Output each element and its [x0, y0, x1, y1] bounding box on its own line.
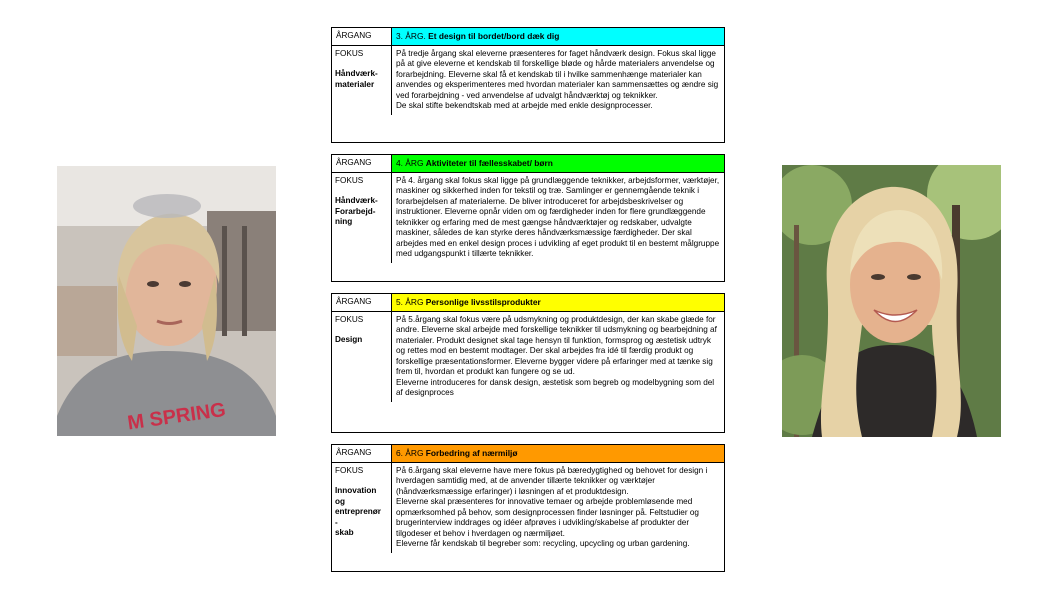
focus-area: Design — [335, 335, 363, 344]
block-body — [332, 462, 724, 553]
year-label: 4. ÅRG — [396, 158, 424, 168]
body-paragraph: På 6.årgang skal eleverne have mere fokus på bæredygtighed og behovet for design i hverdagen samtidig med, at de anvender tillærte teknikker og værktøjer (håndværksmæssige erfaringer) i løsningen af et produktdesign. — [396, 465, 708, 496]
year-block-6 — [331, 444, 725, 572]
block-body — [332, 172, 724, 263]
year-block-4 — [331, 154, 725, 282]
header-title-cell — [392, 294, 724, 311]
portrait-photo-right — [782, 165, 1001, 437]
body-paragraph: På 5.årgang skal fokus være på udsmykning og produktdesign, der kan skabe glæde for andre. Eleverne skal arbejde med forskellige teknikker til udsmykning og bearbejdning af materialer. Produkt designet skal tage hensyn til funktion, formsprog og æstetisk udtryk og rettes mod en bestemt modtager. Der skal arbejdes fra idé til færdig produkt og forskellige præsentationsformer. Eleverne bygger videre på erfaringer med at tænke sig frem til, hvordan et produkt kan fungere og se ud. — [396, 314, 717, 376]
block-header — [332, 155, 724, 172]
block-header — [332, 28, 724, 45]
block-title: Forbedring af nærmiljø — [425, 448, 518, 458]
body-paragraph: På tredje årgang skal eleverne præsenteres for faget håndværk design. Fokus skal ligge på at give eleverne et kendskab til forskellige bløde og hårde materialers anvendelse og forarbejdning. Eleverne skal få et kendskab til i hvilke sammenhænge materialer kan anvendes og eksperimenteres med hvordan materialer kan sammensættes og ændre sig ved forarbejdning - ved anvendelse af udvalgt håndværktøj og teknikker. — [396, 48, 719, 100]
focus-area: Håndværk- Forarbejd- ning — [335, 196, 378, 226]
block-body — [332, 45, 724, 115]
portrait-photo-left — [57, 166, 276, 436]
header-label: ÅRGANG — [332, 155, 392, 172]
header-title-cell — [392, 28, 724, 45]
year-label: 5. ÅRG — [396, 297, 424, 307]
focus-area: Håndværk- materialer — [335, 69, 378, 89]
body-paragraph: Eleverne får kendskab til begreber som: recycling, upcycling og urban gardening. — [396, 539, 690, 548]
header-title-cell — [392, 445, 724, 462]
body-paragraph: Eleverne introduceres for dansk design, æstetisk som begreb og modelbygning som del af designproces — [396, 377, 715, 397]
block-header — [332, 294, 724, 311]
focus-label: FOKUS — [335, 48, 364, 58]
focus-label: FOKUS — [335, 314, 364, 324]
shirt-text: M SPRING — [126, 398, 228, 435]
block-title: Et design til bordet/bord dæk dig — [428, 31, 560, 41]
focus-label: FOKUS — [335, 175, 364, 185]
block-body — [332, 311, 724, 402]
header-label: ÅRGANG — [332, 445, 392, 462]
header-title-cell — [392, 155, 724, 172]
body-paragraph: De skal stifte bekendtskab med at arbejde med enkle designprocesser. — [396, 101, 653, 110]
block-header — [332, 445, 724, 462]
header-label: ÅRGANG — [332, 294, 392, 311]
block-title: Personlige livsstilsprodukter — [425, 297, 541, 307]
body-paragraph: På 4. årgang skal fokus skal ligge på grundlæggende teknikker, arbejdsformer, værktøjer, maskiner og sikkerhed inden for tekstil og træ. Samlinger er gennemgående teknik i forarbejdelsen af materialerne. De bliver introduceret for arbejdsbeskrivelser og instruktioner. Eleverne opnår viden om og færdigheder inden for flere grundlæggende teknikker og erfaring med de mest gængse håndværktøjer og redskaber, udvalgte maskiner, således de kan styrke deres håndværksmæssige færdigheder. Der skal arbejdes med en enkel design proces i udvikling af eget produkt til en bestemt målgruppe med udgangspunkt i tillærte teknikker. — [396, 175, 720, 258]
year-label: 3. ÅRG. — [396, 31, 426, 41]
body-paragraph: Eleverne skal præsenteres for innovative temaer og arbejde problemløsende med opmærksomhed på behov, som designprocessen finder løsninger på. Feltstudier og brugerinterview inddrages og idéer afprøves i udvikling/skabelse af produkter der tilgodeser et behov i hverdagen og nærmiljøet. — [396, 497, 699, 538]
focus-area: Innovation og entreprenør - skab — [335, 486, 381, 537]
block-title: Aktiviteter til fællesskabet/ børn — [425, 158, 553, 168]
header-label: ÅRGANG — [332, 28, 392, 45]
year-label: 6. ÅRG — [396, 448, 424, 458]
focus-label: FOKUS — [335, 465, 364, 475]
year-block-3 — [331, 27, 725, 143]
year-block-5 — [331, 293, 725, 433]
